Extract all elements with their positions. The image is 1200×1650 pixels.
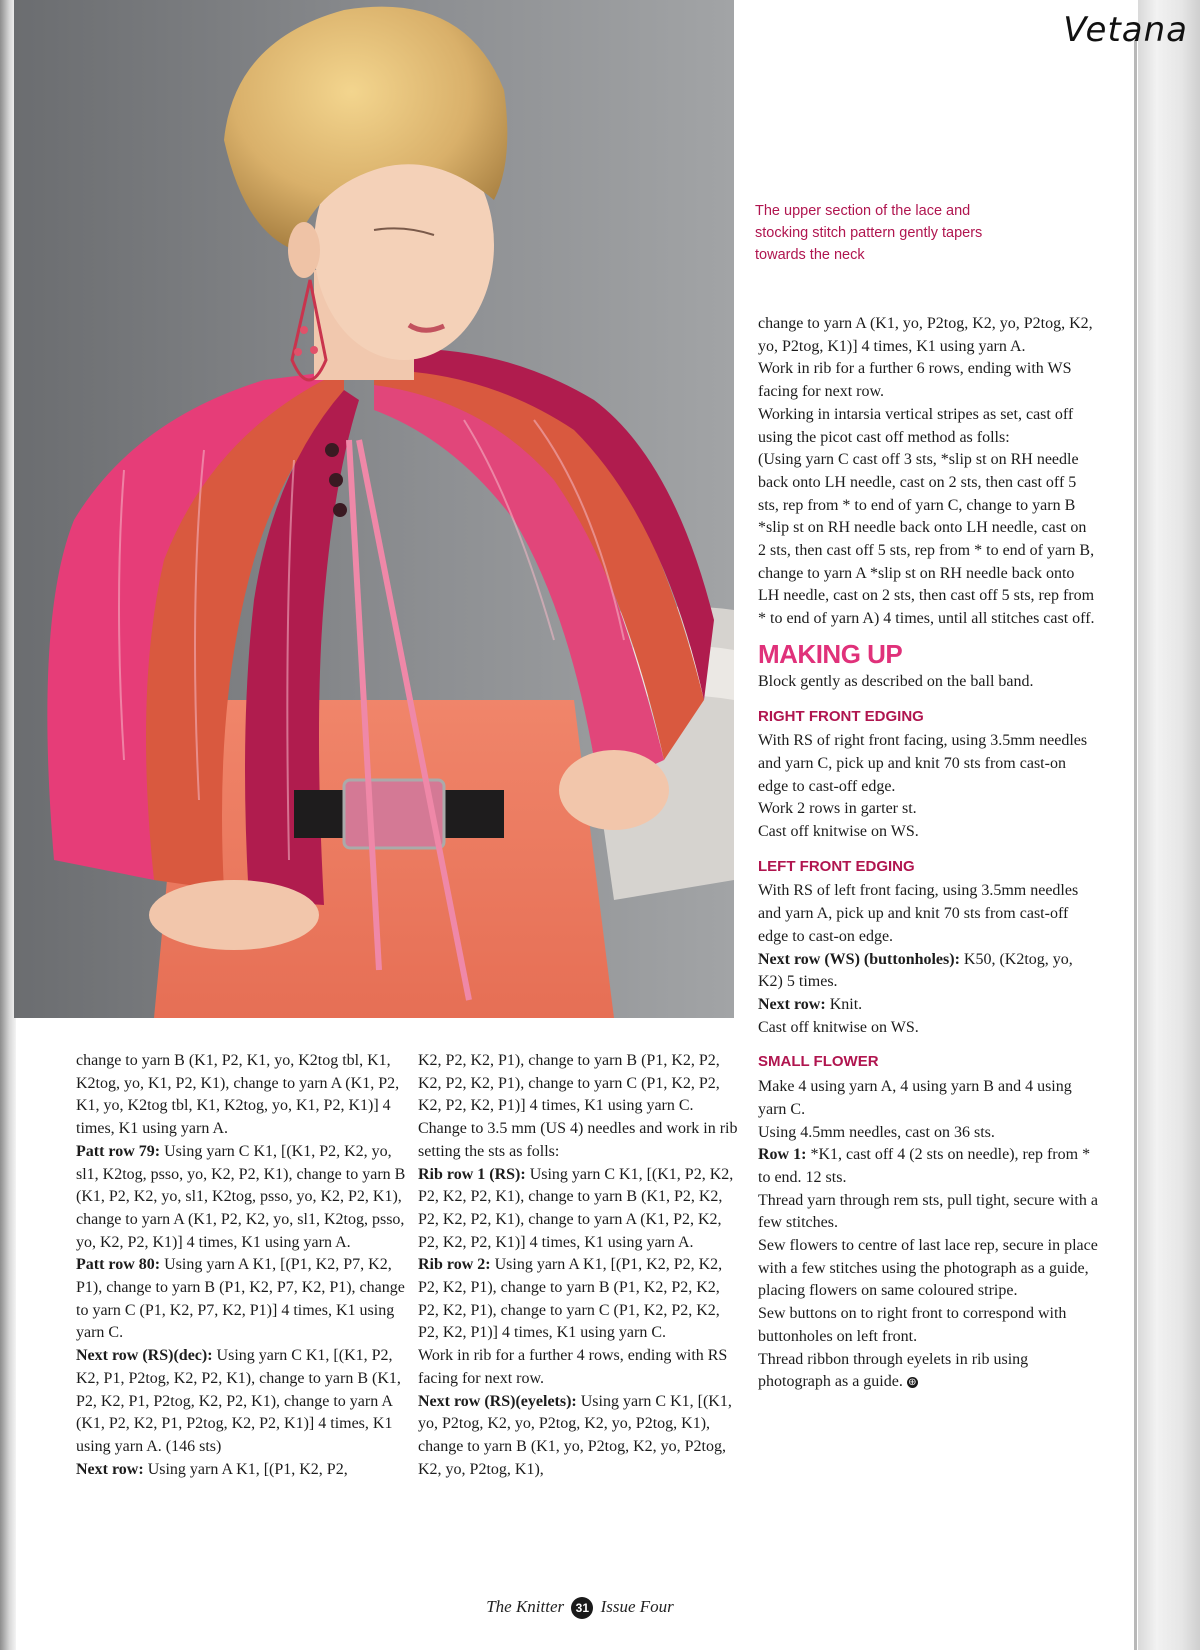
- pattern-column-1: [76, 1050, 406, 1481]
- next-page-edge: [1138, 0, 1200, 1650]
- right-front-edging-text: With RS of right front facing, using 3.5mm needles and yarn C, pick up and knit 70 sts from cast-on edge to cast-off edge.: [758, 732, 1088, 795]
- dec-row-text: Using yarn C K1, [(K1, P2, K2, P1, P2tog, K2, P2, K1), change to yarn B (K1, P2, K2, P1, P2tog, K2, P2, K1), change to yarn A (K1, P2, K2, P1, P2tog, K2, P2, K1)] 4 times, K1 using yarn A. (146 sts): [76, 1347, 401, 1455]
- rib-row-1-label: Rib row 1 (RS):: [418, 1165, 526, 1183]
- next-row-label: Next row:: [76, 1460, 144, 1478]
- right-front-edging-text-2: Work 2 rows in garter st.: [758, 800, 917, 818]
- model-wearing-striped-lace-capelet-icon: [14, 0, 734, 1018]
- knit-row: [758, 994, 1098, 1017]
- left-front-edging-text: With RS of left front facing, using 3.5mm needles and yarn A, pick up and knit 70 sts from cast-off edge to cast-on edge.: [758, 882, 1079, 945]
- next-row-text: Using yarn A K1, [(P1, K2, P2,: [143, 1460, 348, 1478]
- col3-paragraph-2: Work in rib for a further 6 rows, ending with WS facing for next row.: [758, 360, 1072, 401]
- col3-paragraph-1: change to yarn A (K1, yo, P2tog, K2, yo, P2tog, K2, yo, P2tog, K1)] 4 times, K1 using yarn A.: [758, 315, 1093, 355]
- magazine-title: The Knitter: [486, 1597, 565, 1616]
- col1-paragraph-4: [76, 1345, 406, 1459]
- flower-row-1-label: Row 1:: [758, 1146, 807, 1164]
- page-number: 31: [571, 1597, 593, 1619]
- small-flower-text-3: Thread yarn through rem sts, pull tight, secure with a few stitches.: [758, 1191, 1098, 1232]
- patt-row-80-text: Using yarn A K1, [(P1, K2, P7, K2, P1), change to yarn B (P1, K2, P7, K2, P1), change to yarn C (P1, K2, P7, K2, P1)] 4 times, K1 using yarn C.: [76, 1256, 405, 1342]
- buttonholes-row-label: Next row (WS) (buttonholes):: [758, 950, 960, 968]
- right-front-edging-heading: RIGHT FRONT EDGING: [758, 707, 924, 725]
- left-front-edging-heading: LEFT FRONT EDGING: [758, 857, 915, 875]
- pattern-column-3: [758, 313, 1098, 1394]
- eyelets-row-label: Next row (RS)(eyelets):: [418, 1392, 577, 1410]
- final-instruction: Thread ribbon through eyelets in rib using photograph as a guide.: [758, 1350, 1029, 1391]
- page-footer: [0, 1597, 1160, 1619]
- right-front-edging-text-3: Cast off knitwise on WS.: [758, 823, 919, 841]
- col1-paragraph-3: [76, 1254, 406, 1345]
- issue-label: Issue Four: [600, 1597, 674, 1616]
- making-up-heading: MAKING UP: [758, 638, 903, 669]
- capelet-photo: [14, 0, 734, 1018]
- col2-paragraph-1: K2, P2, K2, P1), change to yarn B (P1, K2, P2, K2, P2, K2, P1), change to yarn C (P1, K2, P2, K2, P2, K2, P1)] 4 times, K1 using yarn C.: [418, 1052, 720, 1115]
- photo-caption: The upper section of the lace and stocking stitch pattern gently tapers towards the neck: [755, 203, 983, 263]
- small-flower-text-5: Sew buttons on to right front to correspond with buttonholes on left front.: [758, 1305, 1067, 1345]
- patt-row-79-label: Patt row 79:: [76, 1142, 161, 1160]
- flower-row-1-text: *K1, cast off 4 (2 sts on needle), rep from * to end. 12 sts.: [758, 1146, 1091, 1186]
- rib-row-2-text: Using yarn A K1, [(P1, K2, P2, K2, P2, K2, P1), change to yarn B (P1, K2, P2, K2, P2, K2, P1), change to yarn C (P1, K2, P2, K2, P2, K2, P1)] 4 times, K1 using yarn C.: [418, 1256, 723, 1342]
- small-flower-text-4: Sew flowers to centre of last lace rep, secure in place with a few stitches using the photograph as a guide, placing flowers on same coloured stripe.: [758, 1237, 1098, 1300]
- rib-row-2-label: Rib row 2:: [418, 1256, 491, 1274]
- watermark: Vetana: [1063, 10, 1188, 50]
- col3-paragraph-3: Working in intarsia vertical stripes as set, cast off using the picot cast off method as folls:: [758, 405, 1074, 446]
- knit-row-text: Knit.: [825, 995, 863, 1013]
- flower-row-1: [758, 1144, 1098, 1189]
- patt-row-80-label: Patt row 80:: [76, 1256, 161, 1274]
- col1-paragraph-5: [76, 1459, 406, 1482]
- patt-row-79-text: Using yarn C K1, [(K1, P2, K2, yo, sl1, K2tog, psso, yo, K2, P2, K1), change to yarn B (K1, P2, K2, yo, sl1, K2tog, psso, yo, K2, P2, K1), change to yarn A (K1, P2, K2, yo, sl1, K2tog, psso, yo, K2, P2, K1)] 4 times, K1 using yarn A.: [76, 1142, 406, 1251]
- col1-paragraph-2: [76, 1141, 406, 1255]
- small-flower-text-6: [758, 1349, 1098, 1394]
- knit-row-label: Next row:: [758, 995, 826, 1013]
- buttonholes-row-text: K50, (K2tog, yo, K2) 5 times.: [758, 950, 1073, 991]
- col2-paragraph-5: Work in rib for a further 4 rows, ending with RS facing for next row.: [418, 1347, 728, 1387]
- rib-row-1-text: Using yarn C K1, [(K1, P2, K2, P2, K2, P2, K1), change to yarn B (K1, P2, K2, P2, K2, P2, K1), change to yarn A (K1, P2, K2, P2, K2, P2, K1)] 4 times, K1 using yarn A.: [418, 1165, 734, 1251]
- col2-paragraph-3: [418, 1164, 738, 1255]
- making-up-text: Block gently as described on the ball band.: [758, 672, 1034, 690]
- buttonholes-row: [758, 949, 1098, 994]
- dec-row-label: Next row (RS)(dec):: [76, 1347, 213, 1365]
- page-edge-line: [1134, 40, 1137, 1650]
- col2-paragraph-6: [418, 1391, 738, 1482]
- end-mark-icon: ⊕: [908, 1377, 917, 1389]
- small-flower-text: Make 4 using yarn A, 4 using yarn B and 4 using yarn C.: [758, 1078, 1072, 1118]
- col1-paragraph-1: change to yarn B (K1, P2, K1, yo, K2tog tbl, K1, K2tog, yo, K1, P2, K1), change to yarn A (K1, P2, K1, yo, K2tog tbl, K1, K2tog, yo, K1, P2, K1)] 4 times, K1 using yarn A.: [76, 1052, 400, 1138]
- small-flower-text-2: Using 4.5mm needles, cast on 36 sts.: [758, 1123, 995, 1141]
- pattern-column-2: [418, 1050, 738, 1481]
- spacer: [758, 1039, 1098, 1051]
- col3-paragraph-4: (Using yarn C cast off 3 sts, *slip st on RH needle back onto LH needle, cast on 2 sts, then cast off 5 sts, rep from * to end of yarn C, change to yarn B *slip st on RH needle back onto LH needle, cast on 2 sts, then cast off 5 sts, rep from * to end of yarn B, change to yarn A *slip st on RH needle back onto LH needle, cast on 2 sts, then cast off 5 sts, rep from * to end of yarn A) 4 times, until all stitches cast off.: [758, 451, 1095, 628]
- left-front-edging-text-2: Cast off knitwise on WS.: [758, 1018, 919, 1036]
- small-flower-heading: SMALL FLOWER: [758, 1053, 879, 1071]
- col2-paragraph-2: Change to 3.5 mm (US 4) needles and work in rib setting the sts as folls:: [418, 1120, 738, 1160]
- col2-paragraph-4: [418, 1254, 738, 1345]
- spacer: [758, 844, 1098, 856]
- spacer: [758, 694, 1098, 706]
- eyelets-row-text: Using yarn C K1, [(K1, yo, P2tog, K2, yo, P2tog, K2, yo, P2tog, K1), change to yarn B (K1, yo, P2tog, K2, yo, P2tog, K2, yo, P2tog, K1),: [418, 1392, 732, 1478]
